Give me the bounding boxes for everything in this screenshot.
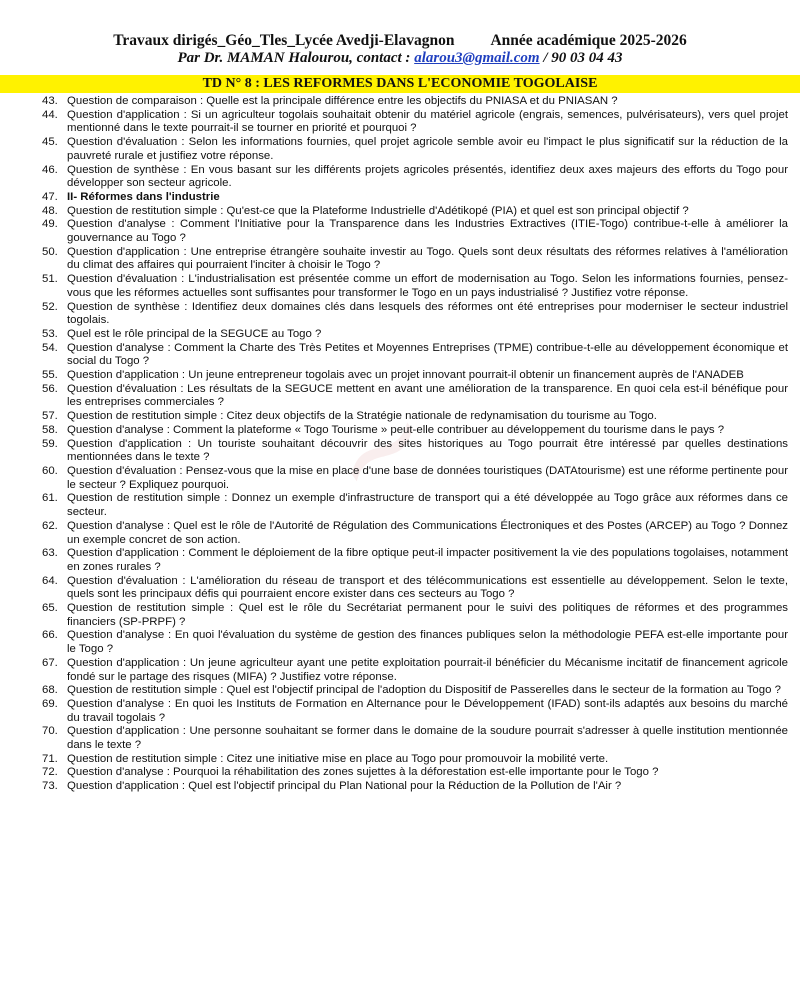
list-item bbox=[0, 602, 800, 629]
author-contact: Par Dr. MAMAN Halourou, contact : bbox=[177, 50, 415, 66]
question-list bbox=[0, 95, 800, 794]
question-text: Question d'analyse : En quoi les Instituts de Formation en Alternance pour le Développement (IFAD) sont-ils adaptés aux besoins du marché du travail togolais ? bbox=[67, 697, 788, 724]
question-number: 59. bbox=[42, 437, 58, 450]
question-text: Question de restitution simple : Qu'est-ce que la Plateforme Industrielle d'Adétikopé (PIA) et quel est son principal objectif ? bbox=[67, 204, 689, 217]
list-item bbox=[0, 766, 800, 780]
list-item bbox=[0, 465, 800, 492]
question-text: Question d'analyse : Comment l'Initiative pour la Transparence dans les Industries Extractives (ITIE-Togo) contribue-t-elle à améliorer la gouvernance au Togo ? bbox=[67, 218, 788, 245]
list-item bbox=[0, 657, 800, 684]
academic-year: Année académique 2025-2026 bbox=[490, 32, 687, 49]
question-text: Quel est le rôle principal de la SEGUCE au Togo ? bbox=[67, 327, 322, 340]
td-title-banner: TD N° 8 : LES REFORMES DANS L'ECONOMIE TOGOLAISE bbox=[0, 75, 800, 93]
question-text: Question d'analyse : Pourquoi la réhabilitation des zones sujettes à la déforestation est-elle importante pour le Togo ? bbox=[67, 766, 659, 779]
list-item bbox=[0, 369, 800, 383]
question-text: II- Réformes dans l'industrie bbox=[67, 190, 220, 203]
list-item bbox=[0, 438, 800, 465]
list-item bbox=[0, 698, 800, 725]
question-number: 62. bbox=[42, 519, 58, 532]
question-text: Question de restitution simple : Donnez un exemple d'infrastructure de transport qui a été développée au Togo grâce aux réformes dans ce secteur. bbox=[67, 492, 788, 519]
question-text: Question d'analyse : Quel est le rôle de l'Autorité de Régulation des Communications Électroniques et des Postes (ARCEP) au Togo ? Donnez un exemple concret de son action. bbox=[67, 519, 788, 546]
question-number: 57. bbox=[42, 410, 58, 423]
question-number: 48. bbox=[42, 204, 58, 217]
list-item bbox=[0, 273, 800, 300]
question-number: 67. bbox=[42, 656, 58, 669]
list-item bbox=[0, 629, 800, 656]
question-number: 70. bbox=[42, 725, 58, 738]
question-text: Question d'évaluation : L'amélioration du réseau de transport et des télécommunications est essentielle au développement. Selon le texte, quels sont les principaux défis qui pourraient encore exister dans ces secteurs au Togo ? bbox=[67, 574, 788, 601]
question-number: 60. bbox=[42, 464, 58, 477]
question-number: 53. bbox=[42, 327, 58, 340]
question-text: Question de restitution simple : Citez une initiative mise en place au Togo pour promouvoir la mobilité verte. bbox=[67, 752, 609, 765]
question-number: 43. bbox=[42, 95, 58, 107]
list-item bbox=[0, 520, 800, 547]
question-number: 71. bbox=[42, 752, 58, 765]
question-number: 58. bbox=[42, 423, 58, 436]
list-item bbox=[0, 725, 800, 752]
question-text: Question de synthèse : En vous basant sur les différents projets agricoles présentés, identifiez deux axes majeurs des efforts du Togo pour développer son secteur agricole. bbox=[67, 163, 788, 190]
question-text: Question d'analyse : Comment la plateforme « Togo Tourisme » peut-elle contribuer au développement du tourisme dans le pays ? bbox=[67, 423, 725, 436]
question-number: 44. bbox=[42, 108, 58, 121]
question-number: 68. bbox=[42, 684, 58, 697]
question-number: 54. bbox=[42, 341, 58, 354]
question-number: 65. bbox=[42, 602, 58, 615]
question-text: Question d'application : Un touriste souhaitant découvrir des sites historiques au Togo pourrait être intéressé par quelles destinations mentionnées dans le texte ? bbox=[67, 437, 788, 464]
list-item bbox=[0, 780, 800, 794]
question-number: 72. bbox=[42, 766, 58, 779]
question-text: Question d'évaluation : Selon les informations fournies, quel projet agricole semble avoir eu l'impact le plus significatif sur la réduction de la pauvreté rurale et justifiez votre réponse. bbox=[67, 136, 788, 162]
question-number: 50. bbox=[42, 245, 58, 258]
question-text: Question d'évaluation : L'industrialisation est présentée comme un effort de modernisation au Togo. Selon les informations fournies, pensez-vous que les réformes actuelles sont suffisantes pour transformer le Togo en un pays industrialisé ? Justifiez votre réponse. bbox=[67, 273, 788, 299]
email-link[interactable]: alarou3@gmail.com bbox=[414, 50, 540, 66]
question-text: Question de restitution simple : Quel est l'objectif principal de l'adoption du Dispositif de Passerelles dans le secteur de la formation au Togo ? bbox=[67, 684, 781, 697]
question-number: 63. bbox=[42, 547, 58, 560]
question-text: Question d'application : Un jeune agriculteur ayant une petite exploitation pourrait-il bénéficier du Mécanisme incitatif de financement agricole fondé sur le partage des risques (MIFA) ? Justifiez votre réponse. bbox=[67, 656, 788, 683]
list-item bbox=[0, 342, 800, 369]
list-item bbox=[0, 246, 800, 273]
list-item bbox=[0, 95, 800, 109]
question-text: Question de restitution simple : Citez deux objectifs de la Stratégie nationale de redynamisation du tourisme au Togo. bbox=[67, 410, 657, 423]
question-number: 64. bbox=[42, 574, 58, 587]
question-text: Question de synthèse : Identifiez deux domaines clés dans lesquels des réformes ont été entreprises pour moderniser le secteur industriel togolais. bbox=[67, 300, 788, 327]
header-line-2 bbox=[0, 50, 800, 67]
question-text: Question d'application : Un jeune entrepreneur togolais avec un projet innovant pourrait-il obtenir un financement auprès de l'ANADEB bbox=[67, 369, 744, 382]
list-item bbox=[0, 205, 800, 219]
question-text: Question d'application : Une entreprise étrangère souhaite investir au Togo. Quels sont deux résultats des réformes relatives à l'amélioration du climat des affaires qui pourraient l'inciter à choisir le Togo ? bbox=[67, 245, 788, 272]
question-number: 55. bbox=[42, 369, 58, 382]
header-line-1 bbox=[0, 32, 800, 50]
question-text: Question de restitution simple : Quel est le rôle du Secrétariat permanent pour le suivi des politiques de réformes et des programmes financiers (SP-PRPF) ? bbox=[67, 602, 788, 628]
question-text: Question d'application : Une personne souhaitant se former dans le domaine de la soudure pourrait s'adresser à quelle institution mentionnée dans le texte ? bbox=[67, 725, 788, 752]
question-number: 45. bbox=[42, 136, 58, 149]
question-text: Question de comparaison : Quelle est la principale différence entre les objectifs du PNIASA et du PNIASAN ? bbox=[67, 95, 618, 107]
question-text: Question d'évaluation : Les résultats de la SEGUCE mettent en avant une amélioration de la transparence. En quoi cela est-il bénéfique pour les entreprises commerciales ? bbox=[67, 382, 788, 409]
question-text: Question d'application : Comment le déploiement de la fibre optique peut-il impacter positivement la vie des populations togolaises, notamment en zones rurales ? bbox=[67, 547, 788, 573]
list-item bbox=[0, 547, 800, 574]
question-text: Question d'analyse : En quoi l'évaluation du système de gestion des finances publiques selon la méthodologie PEFA est-elle importante pour le Togo ? bbox=[67, 629, 788, 656]
question-number: 46. bbox=[42, 163, 58, 176]
list-item bbox=[0, 410, 800, 424]
list-item bbox=[0, 136, 800, 163]
question-text: Question d'application : Quel est l'objectif principal du Plan National pour la Réduction de la Pollution de l'Air ? bbox=[67, 780, 622, 793]
list-item bbox=[0, 383, 800, 410]
question-text: Question d'application : Si un agriculteur togolais souhaitait obtenir du matériel agricole (engrais, semences, pulvérisateurs), vers quel projet mentionné dans le texte pourrait-il se tourner en priorité et pourquoi ? bbox=[67, 108, 788, 135]
question-number: 66. bbox=[42, 629, 58, 642]
question-number: 73. bbox=[42, 780, 58, 793]
list-item bbox=[0, 164, 800, 191]
question-number: 69. bbox=[42, 697, 58, 710]
question-number: 61. bbox=[42, 492, 58, 505]
watermark: ~ bbox=[299, 363, 462, 536]
list-item bbox=[0, 684, 800, 698]
list-item bbox=[0, 575, 800, 602]
list-item bbox=[0, 218, 800, 245]
phone-number: / 90 03 04 43 bbox=[539, 50, 623, 66]
course-title: Travaux dirigés_Géo_Tles_Lycée Avedji-Elavagnon bbox=[113, 32, 455, 49]
question-number: 56. bbox=[42, 382, 58, 395]
list-item bbox=[0, 328, 800, 342]
list-item bbox=[0, 109, 800, 136]
list-item bbox=[0, 301, 800, 328]
question-number: 51. bbox=[42, 273, 58, 286]
list-item bbox=[0, 191, 800, 205]
question-text: Question d'analyse : Comment la Charte des Très Petites et Moyennes Entreprises (TPME) contribue-t-elle au développement économique et social du Togo ? bbox=[67, 341, 788, 368]
list-item bbox=[0, 492, 800, 519]
question-number: 52. bbox=[42, 300, 58, 313]
question-number: 49. bbox=[42, 218, 58, 231]
question-number: 47. bbox=[42, 190, 58, 203]
question-text: Question d'évaluation : Pensez-vous que la mise en place d'une base de données touristiques (DATAtourisme) est une réforme pertinente pour le secteur ? Expliquez pourquoi. bbox=[67, 464, 788, 491]
list-item bbox=[0, 753, 800, 767]
list-item bbox=[0, 424, 800, 438]
